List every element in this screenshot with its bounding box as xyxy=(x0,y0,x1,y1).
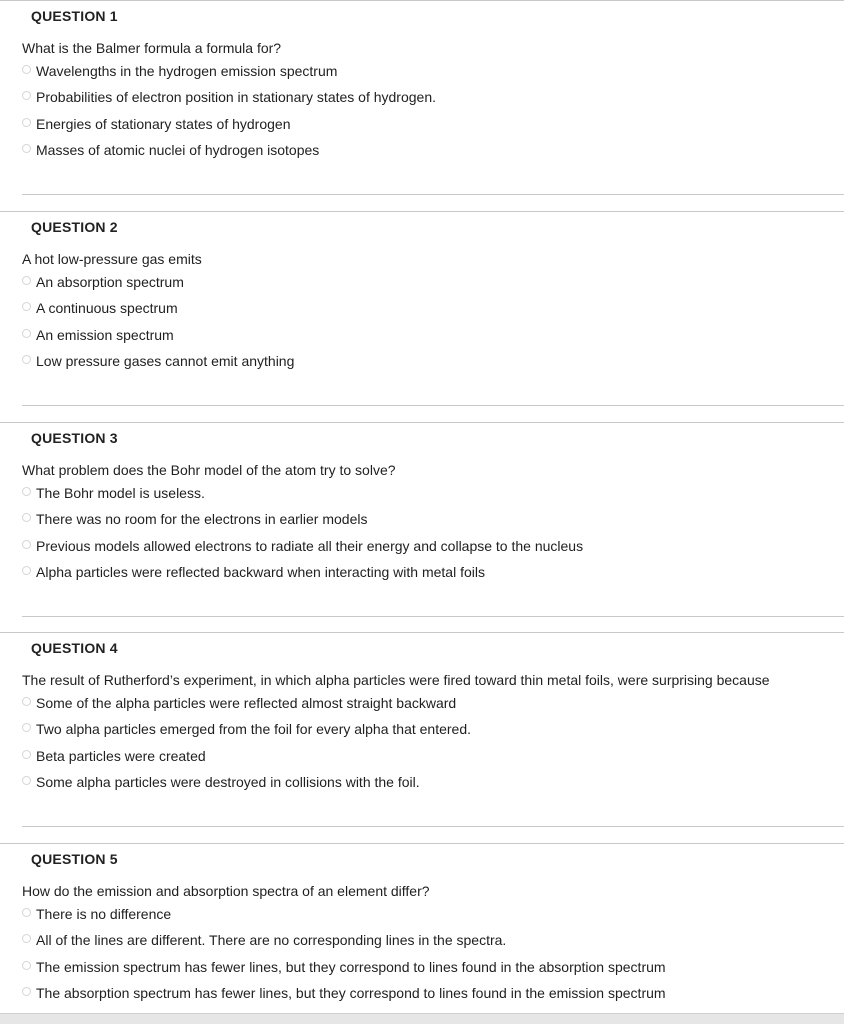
radio-button[interactable] xyxy=(22,540,31,549)
answer-label: An emission spectrum xyxy=(36,326,174,343)
answer-label: There was no room for the electrons in earlier models xyxy=(36,511,368,528)
answer-label: Beta particles were created xyxy=(36,747,206,764)
radio-button[interactable] xyxy=(22,329,31,338)
answer-label: Some of the alpha particles were reflected almost straight backward xyxy=(36,695,457,711)
answer-label: All of the lines are different. There are no corresponding lines in the spectra. xyxy=(36,932,507,949)
answer-label: The absorption spectrum has fewer lines, but they correspond to lines found in the emission spectrum xyxy=(36,985,666,1002)
answer-label: Alpha particles were reflected backward when interacting with metal foils xyxy=(36,564,485,581)
question-divider xyxy=(0,632,844,633)
radio-button[interactable] xyxy=(22,697,31,706)
question-prompt: The result of Rutherford’s experiment, in which alpha particles were fired toward thin metal foils, were surprising because xyxy=(22,672,770,688)
question-header: QUESTION 4 xyxy=(31,640,118,656)
answer-label: Two alpha particles emerged from the foil for every alpha that entered. xyxy=(36,721,472,738)
answer-label: A continuous spectrum xyxy=(36,300,178,317)
question-prompt: What problem does the Bohr model of the atom try to solve? xyxy=(22,462,396,478)
question-header: QUESTION 1 xyxy=(31,8,118,24)
answer-label: The Bohr model is useless. xyxy=(36,485,205,501)
radio-button[interactable] xyxy=(22,118,31,127)
answer-label: Probabilities of electron position in stationary states of hydrogen. xyxy=(36,89,437,106)
answer-label: There is no difference xyxy=(36,906,172,922)
radio-button[interactable] xyxy=(22,513,31,522)
answer-label: Energies of stationary states of hydrogen xyxy=(36,115,291,132)
radio-button[interactable] xyxy=(22,276,31,285)
radio-button[interactable] xyxy=(22,750,31,759)
answer-label: Previous models allowed electrons to radiate all their energy and collapse to the nucleus xyxy=(36,537,584,554)
radio-button[interactable] xyxy=(22,302,31,311)
question-5 xyxy=(0,843,844,1024)
question-bottom-divider xyxy=(22,616,844,617)
question-header: QUESTION 3 xyxy=(31,430,118,446)
question-prompt: A hot low-pressure gas emits xyxy=(22,251,202,267)
question-header: QUESTION 5 xyxy=(31,851,118,867)
question-2 xyxy=(0,211,844,422)
radio-button[interactable] xyxy=(22,144,31,153)
radio-button[interactable] xyxy=(22,908,31,917)
question-prompt: What is the Balmer formula a formula for? xyxy=(22,40,282,56)
question-4 xyxy=(0,632,844,843)
question-header: QUESTION 2 xyxy=(31,219,118,235)
radio-button[interactable] xyxy=(22,487,31,496)
answer-label: Some alpha particles were destroyed in collisions with the foil. xyxy=(36,774,420,791)
radio-button[interactable] xyxy=(22,934,31,943)
answer-label: Masses of atomic nuclei of hydrogen isotopes xyxy=(36,142,320,159)
question-bottom-divider xyxy=(22,194,844,195)
question-prompt: How do the emission and absorption spectra of an element differ? xyxy=(22,883,430,899)
answer-label: Wavelengths in the hydrogen emission spectrum xyxy=(36,63,338,79)
question-divider xyxy=(0,211,844,212)
question-divider xyxy=(0,843,844,844)
question-divider xyxy=(0,0,844,1)
question-divider xyxy=(0,422,844,423)
radio-button[interactable] xyxy=(22,566,31,575)
question-3 xyxy=(0,422,844,633)
radio-button[interactable] xyxy=(22,355,31,364)
radio-button[interactable] xyxy=(22,961,31,970)
question-1 xyxy=(0,0,844,211)
radio-button[interactable] xyxy=(22,987,31,996)
bottom-bar xyxy=(0,1013,844,1024)
answer-label: Low pressure gases cannot emit anything xyxy=(36,353,295,370)
radio-button[interactable] xyxy=(22,91,31,100)
answer-label: An absorption spectrum xyxy=(36,274,184,290)
question-bottom-divider xyxy=(22,826,844,827)
radio-button[interactable] xyxy=(22,65,31,74)
radio-button[interactable] xyxy=(22,723,31,732)
answer-label: The emission spectrum has fewer lines, but they correspond to lines found in the absorption spectrum xyxy=(36,958,666,975)
radio-button[interactable] xyxy=(22,776,31,785)
question-bottom-divider xyxy=(22,405,844,406)
